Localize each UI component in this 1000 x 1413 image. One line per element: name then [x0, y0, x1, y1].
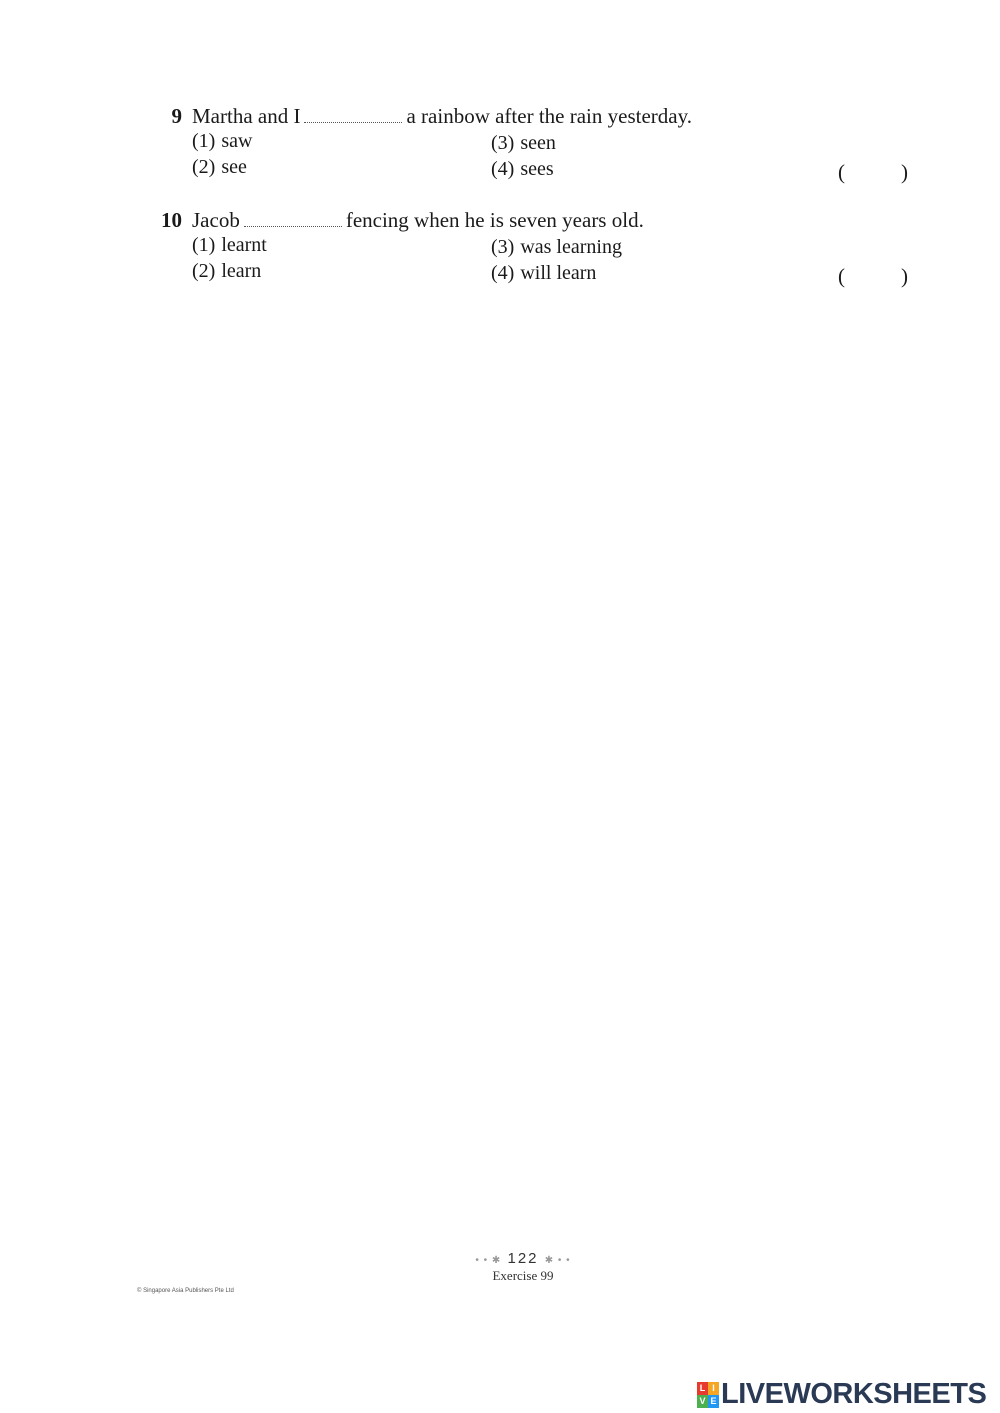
answer-box[interactable]: ( )	[838, 160, 908, 184]
page-number: • • ✱ 122 ✱ • •	[475, 1250, 571, 1267]
stem-before: Jacob	[192, 208, 240, 232]
option-1: (1) saw	[192, 130, 253, 152]
option-2: (2) learn	[192, 260, 262, 282]
stem-after: fencing when he is seven years old.	[345, 208, 644, 232]
option-1: (1) learnt	[192, 234, 267, 256]
answer-box[interactable]: ( )	[838, 264, 908, 288]
option-3: (3) was learning	[491, 236, 622, 258]
stem-before: Martha and I	[192, 104, 301, 128]
question-number: 9	[171, 104, 182, 128]
option-4: (4) sees	[491, 158, 554, 180]
question-stem	[192, 104, 692, 129]
question-10	[148, 208, 918, 288]
option-3: (3) seen	[491, 132, 556, 154]
brand-name: LIVEWORKSHEETS	[721, 1378, 987, 1410]
copyright-notice: © Singapore Asia Publishers Pte Ltd	[137, 1288, 234, 1294]
decorative-dots: ✱ • •	[544, 1255, 571, 1266]
liveworksheets-logo-icon: L I V E	[697, 1382, 719, 1408]
question-stem	[192, 208, 644, 233]
answer-blank[interactable]	[304, 110, 402, 123]
exercise-label: Exercise 99	[492, 1268, 554, 1283]
question-9	[148, 104, 918, 184]
question-number: 10	[161, 208, 182, 232]
liveworksheets-brand[interactable]	[697, 1378, 986, 1411]
option-4: (4) will learn	[491, 262, 597, 284]
stem-after: a rainbow after the rain yesterday.	[406, 104, 692, 128]
answer-blank[interactable]	[244, 214, 342, 227]
decorative-dots: • • ✱	[475, 1255, 502, 1266]
option-2: (2) see	[192, 156, 247, 178]
